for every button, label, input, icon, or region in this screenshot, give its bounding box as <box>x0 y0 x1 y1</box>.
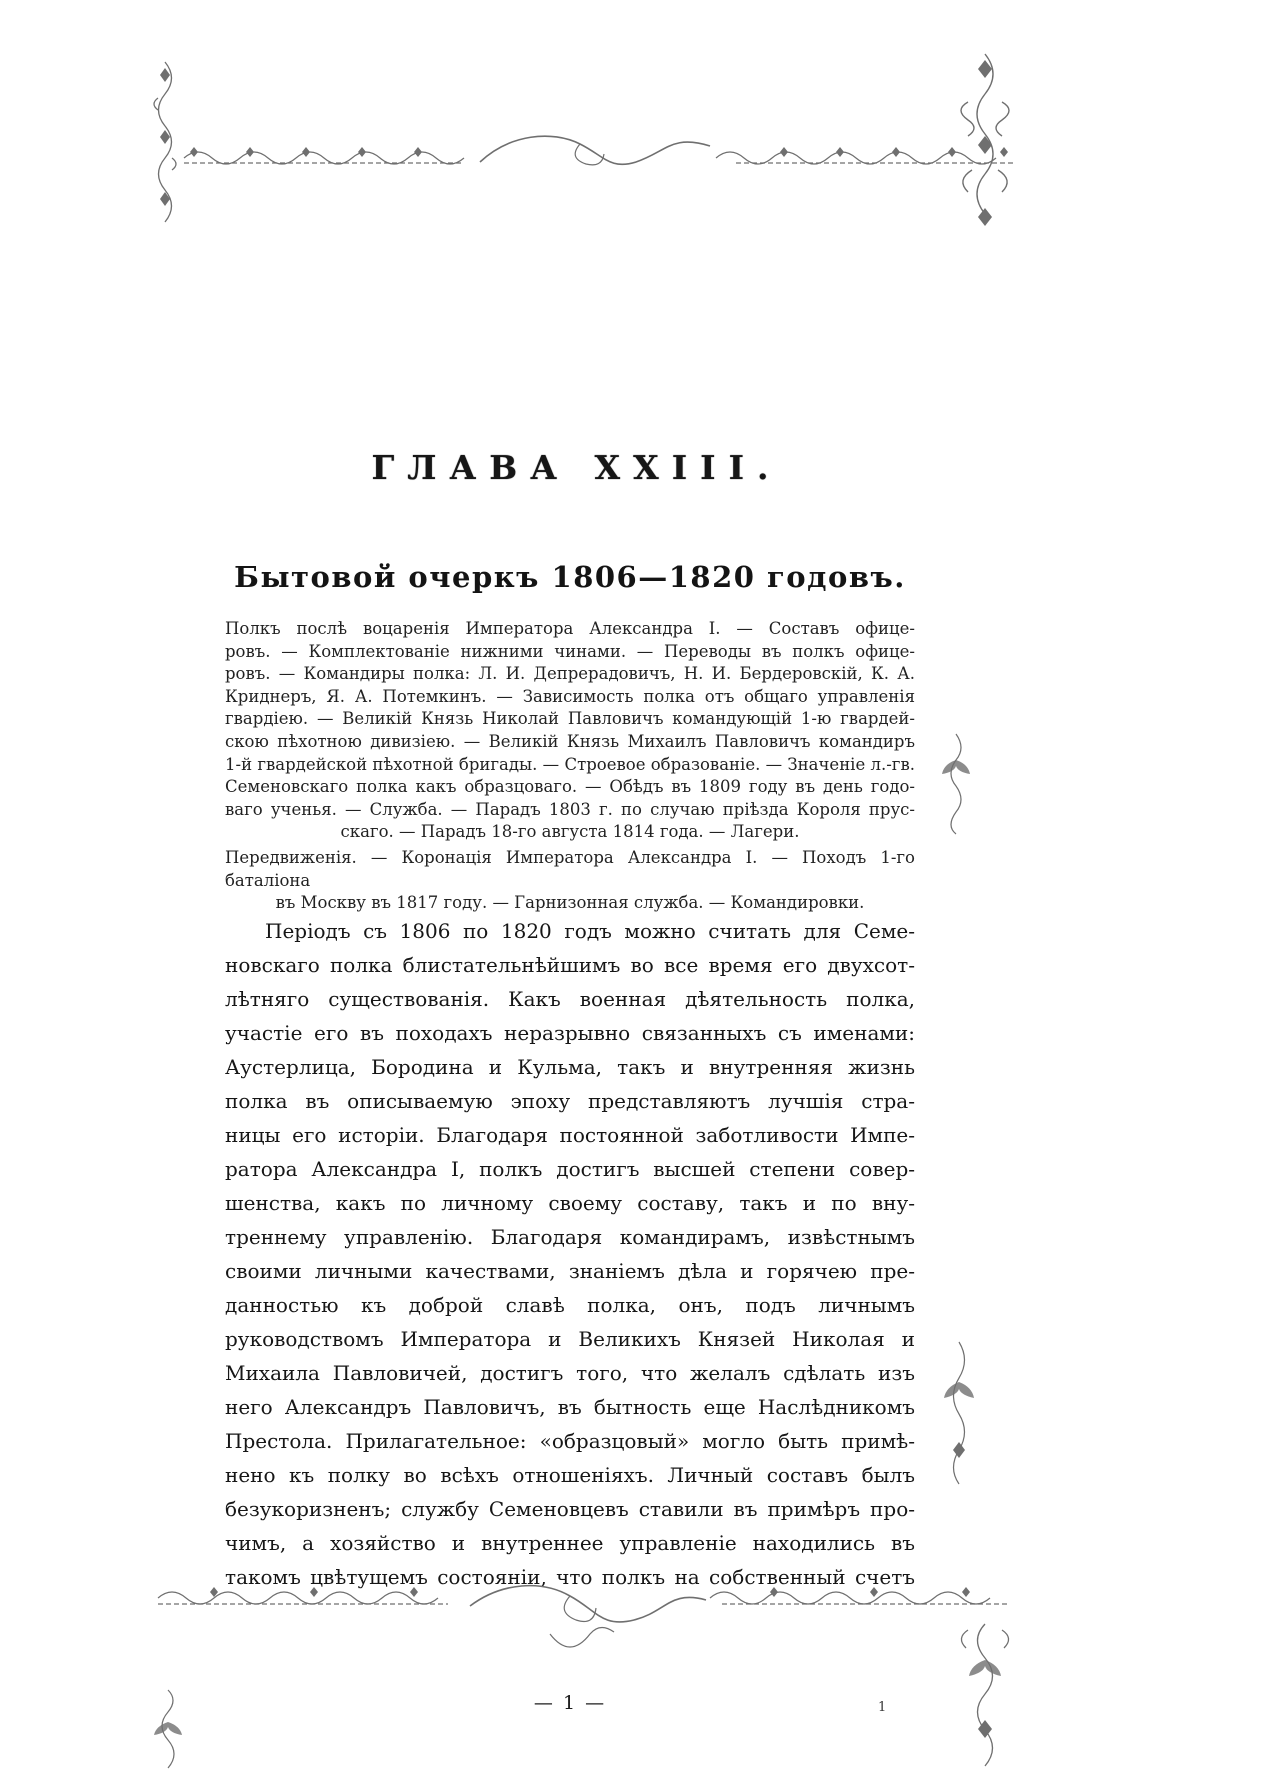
text-line: ровъ. — Комплектованіе нижними чинами. — Переводы въ полкъ офице- <box>225 641 915 661</box>
lower-right-margin-ornament-icon <box>936 1338 982 1488</box>
text-line: 1-й гвардейской пѣхотной бригады. — Строевое образованіе. — Значеніе л.-гв. <box>225 754 915 774</box>
text-line: ницы его исторіи. Благодаря постоянной заботливости Импе- <box>225 1123 915 1147</box>
text-line: нено къ полку во всѣхъ отношеніяхъ. Личный составъ былъ <box>225 1463 915 1487</box>
tailpiece-right-corner-ornament-icon <box>950 1600 1020 1770</box>
text-line: ратора Александра I, полкъ достигъ высшей степени совер- <box>225 1157 915 1181</box>
text-line: гвардіею. — Великій Князь Николай Павловичъ командующій 1-ю гвардей- <box>225 709 915 729</box>
text-line: своими личными качествами, знаніемъ дѣла и горячею пре- <box>225 1259 915 1283</box>
text-line: ваго ученья. — Служба. — Парадъ 1803 г. по случаю пріѣзда Короля прус- <box>225 799 915 819</box>
body-text <box>225 914 915 1594</box>
chapter-subtitle: Бытовой очеркъ 1806—1820 годовъ. <box>234 560 906 594</box>
text-line: него Александръ Павловичъ, въ бытность еще Наслѣдникомъ <box>225 1395 915 1419</box>
text-line: скаго. — Парадъ 18-го августа 1814 года. — Лагери. <box>340 822 800 842</box>
text-line: участіе его въ походахъ неразрывно связанныхъ съ именами: <box>225 1021 915 1045</box>
summary-part-2 <box>225 847 915 915</box>
text-line: Семеновскаго полка какъ образцоваго. — Обѣдъ въ 1809 году въ день годо- <box>225 777 915 797</box>
chapter-summary <box>225 618 915 915</box>
text-line: Періодъ съ 1806 по 1820 годъ можно считать для Семе- <box>265 919 915 943</box>
text-line: въ Москву въ 1817 году. — Гарнизонная служба. — Командировки. <box>275 893 865 913</box>
text-line: Передвиженія. — Коронація Императора Александра I. — Походъ 1-го баталіона <box>225 847 915 890</box>
chapter-heading: ГЛАВА XXIII. <box>371 448 782 487</box>
text-line: полка въ описываемую эпоху представляютъ лучшія стра- <box>225 1089 915 1113</box>
text-line: данностью къ доброй славѣ полка, онъ, подъ личнымъ <box>225 1293 915 1317</box>
page-number: — 1 — <box>533 1692 607 1714</box>
text-line: руководствомъ Императора и Великихъ Князей Николая и <box>225 1327 915 1351</box>
text-line: скою пѣхотною дивизіею. — Великій Князь Михаилъ Павловичъ командиръ <box>225 731 915 751</box>
text-line: безукоризненъ; службу Семеновцевъ ставили въ примѣръ про- <box>225 1497 915 1521</box>
text-line: Криднеръ, Я. А. Потемкинъ. — Зависимость полка отъ общаго управленія <box>225 686 915 706</box>
signature-mark: 1 <box>878 1700 887 1715</box>
headpiece-left-corner-ornament-icon <box>146 58 184 236</box>
summary-part-1 <box>225 618 915 844</box>
text-line: ровъ. — Командиры полка: Л. И. Депрерадовичъ, Н. И. Бердеровскій, К. А. <box>225 664 915 684</box>
text-line: лѣтняго существованія. Какъ военная дѣятельность полка, <box>225 987 915 1011</box>
text-line: чимъ, а хозяйство и внутреннее управленіе находились въ <box>225 1531 915 1555</box>
text-line: треннему управленію. Благодаря командирамъ, извѣстнымъ <box>225 1225 915 1249</box>
headpiece-band-ornament-icon <box>180 128 1020 178</box>
text-line: такомъ цвѣтущемъ состояніи, что полкъ на собственный счетъ <box>225 1565 915 1589</box>
tailpiece-left-corner-ornament-icon <box>146 1686 190 1772</box>
text-line: Михаила Павловичей, достигъ того, что желалъ сдѣлать изъ <box>225 1361 915 1385</box>
text-line: Полкъ послѣ воцаренія Императора Александра I. — Составъ офице- <box>225 619 915 638</box>
text-line: Аустерлица, Бородина и Кульма, такъ и внутренняя жизнь <box>225 1055 915 1079</box>
tailpiece-band-ornament-icon <box>150 1576 1020 1698</box>
text-line: шенства, какъ по личному своему составу, такъ и по вну- <box>225 1191 915 1215</box>
right-margin-ornament-icon <box>934 730 978 838</box>
text-line: новскаго полка блистательнѣйшимъ во все время его двухсот- <box>225 953 915 977</box>
text-line: Престола. Прилагательное: «образцовый» могло быть примѣ- <box>225 1429 915 1453</box>
